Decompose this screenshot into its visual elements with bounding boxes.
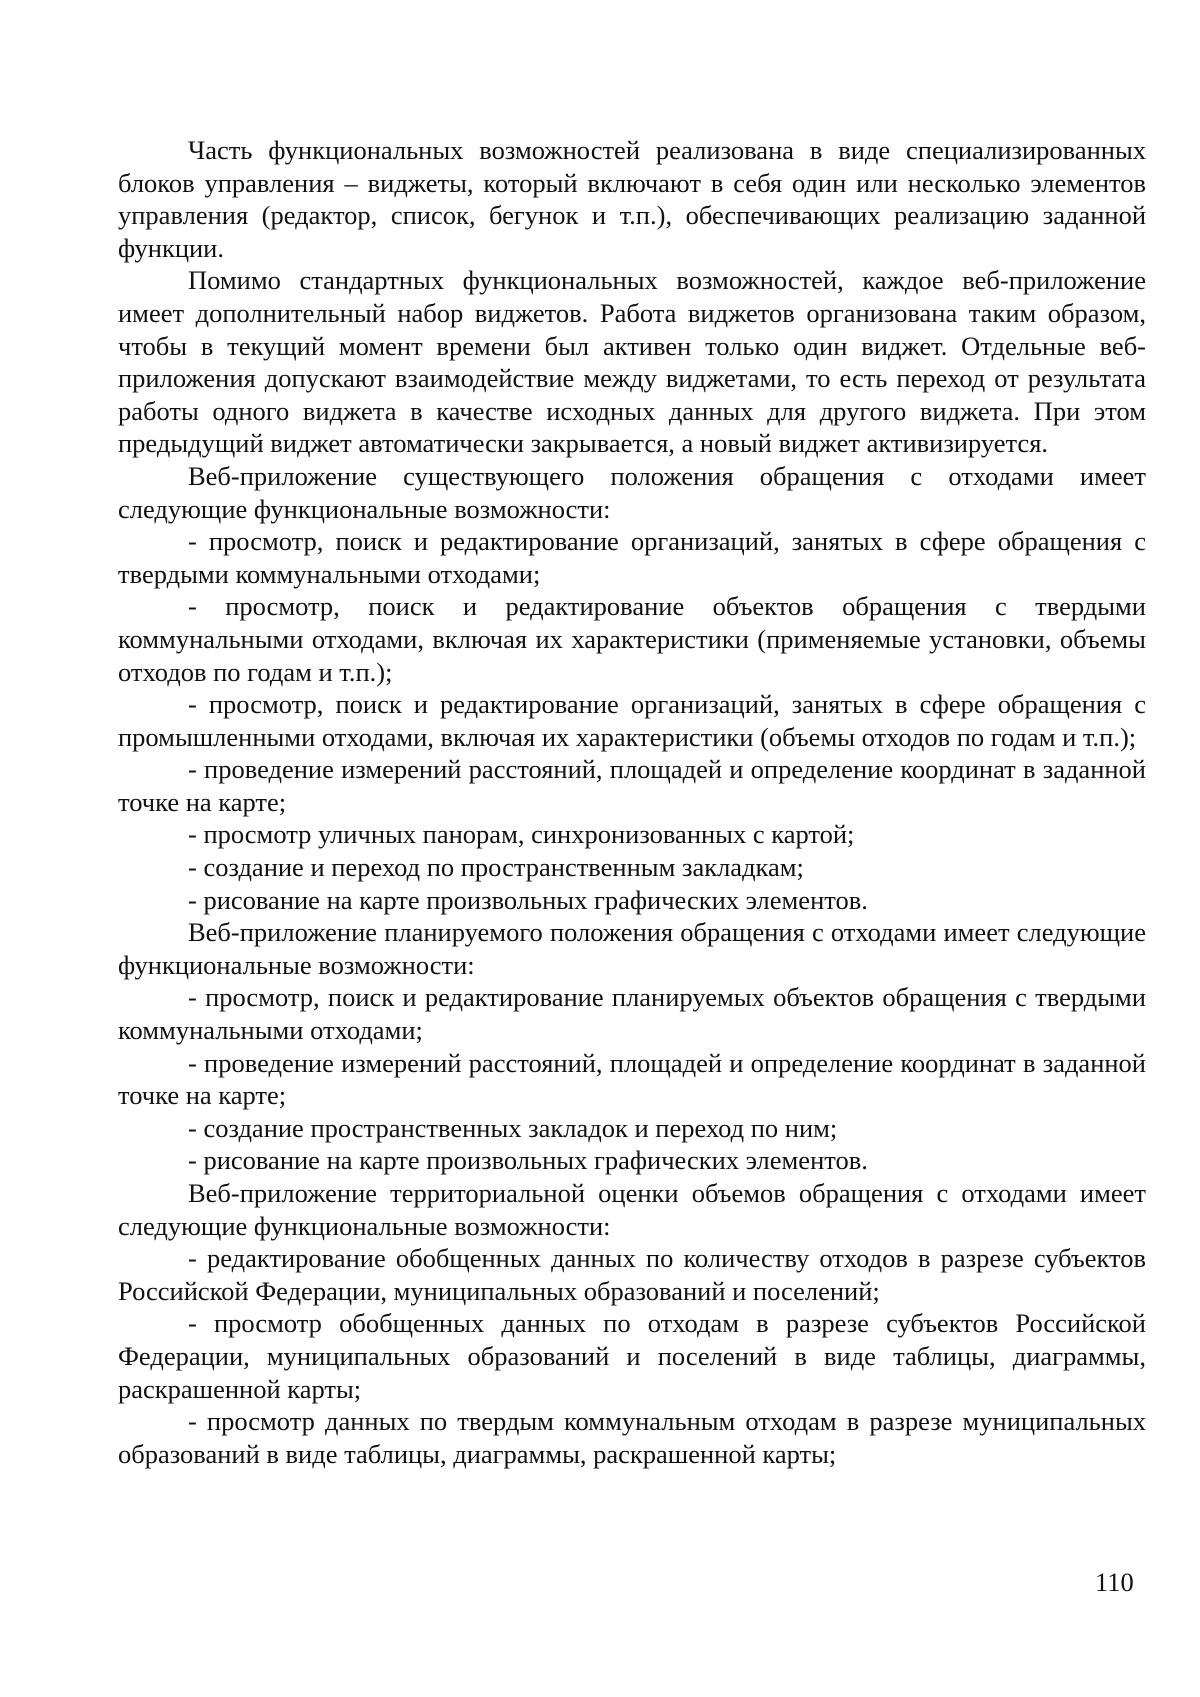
list-item: - создание пространственных закладок и переход по ним; xyxy=(188,1112,838,1143)
paragraph: Веб-приложение существующего положения обращения с отходами имеет следующие функциональные возможности: xyxy=(118,460,1146,524)
list-item: - просмотр, поиск и редактирование планируемых объектов обращения с твердыми коммунальными отходами; xyxy=(118,982,1146,1046)
paragraph: Веб-приложение планируемого положения обращения с отходами имеет следующие функциональные возможности: xyxy=(118,917,1146,980)
paragraph: Помимо стандартных функциональных возможностей, каждое веб-приложение имеет дополнительный набор виджетов. Работа виджетов организована таким образом, чтобы в текущий момент времени был активен только один виджет. Отдельные веб-приложения допускают взаимодействие между виджетами, то есть переход от результата работы одного виджета в качестве исходных данных для другого виджета. При этом предыдущий виджет автоматически закрывается, а новый виджет активизируется. xyxy=(118,265,1146,459)
list-item: - просмотр данных по твердым коммунальным отходам в разрезе муниципальных образований в виде таблицы, диаграммы, раскрашенной карты; xyxy=(118,1406,1146,1469)
list-item: - проведение измерений расстояний, площадей и определение координат в заданной точке на карте; xyxy=(118,1047,1146,1111)
list-item: - рисование на карте произвольных графических элементов. xyxy=(188,1145,868,1176)
list-item: - рисование на карте произвольных графических элементов. xyxy=(188,884,868,915)
paragraph: Часть функциональных возможностей реализована в виде специализированных блоков управления – виджеты, который включают в себя один или несколько элементов управления (редактор, список, бегунок и т.п.), обеспечивающих реализацию заданной функции. xyxy=(118,135,1146,263)
list-item: - просмотр обобщенных данных по отходам в разрезе субъектов Российской Федерации, муниципальных образований и поселений в виде таблицы, диаграммы, раскрашенной карты; xyxy=(118,1308,1146,1404)
list-item: - создание и переход по пространственным закладкам; xyxy=(188,852,804,883)
list-item: - просмотр, поиск и редактирование объектов обращения с твердыми коммунальными отходами, включая их характеристики (применяемые установки, объемы отходов по годам и т.п.); xyxy=(118,591,1146,687)
page-number: 110 xyxy=(1095,1567,1134,1597)
paragraph: Веб-приложение территориальной оценки объемов обращения с отходами имеет следующие функциональные возможности: xyxy=(118,1178,1146,1241)
list-item: - просмотр уличных панорам, синхронизованных с картой; xyxy=(188,819,855,850)
list-item: - редактирование обобщенных данных по количеству отходов в разрезе субъектов Российской Федерации, муниципальных образований и поселений; xyxy=(118,1243,1146,1306)
page-body xyxy=(118,134,1146,1470)
list-item: - просмотр, поиск и редактирование организаций, занятых в сфере обращения с промышленными отходами, включая их характеристики (объемы отходов по годам и т.п.); xyxy=(118,689,1146,752)
list-item: - проведение измерений расстояний, площадей и определение координат в заданной точке на карте; xyxy=(118,754,1146,817)
list-item: - просмотр, поиск и редактирование организаций, занятых в сфере обращения с твердыми коммунальными отходами; xyxy=(118,526,1146,589)
